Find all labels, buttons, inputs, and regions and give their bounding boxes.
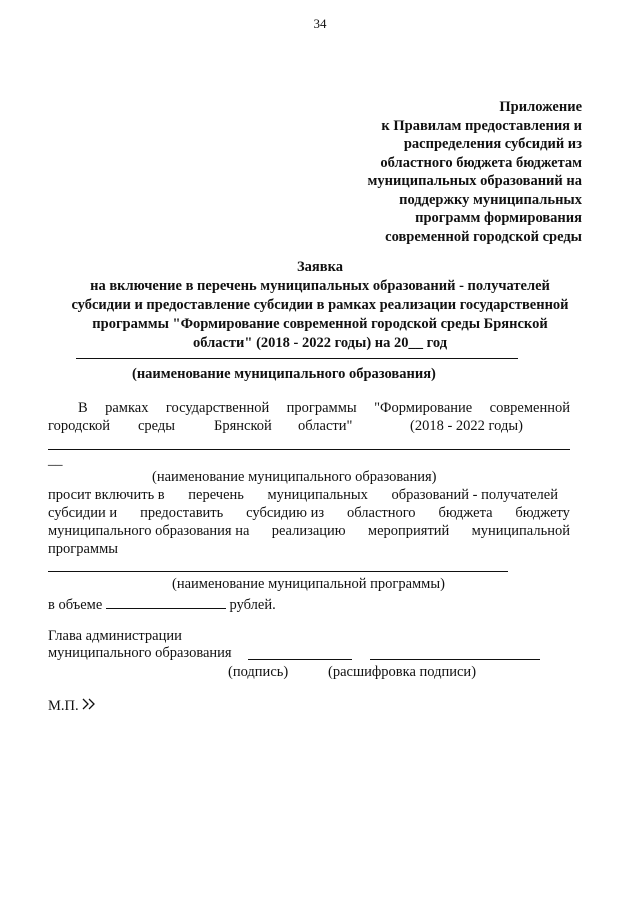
word: рамках — [105, 400, 149, 416]
scribble-mark-icon — [81, 697, 97, 711]
application-subtitle-line: субсидии и предоставление субсидии в рамках реализации государственной — [71, 297, 569, 313]
application-subtitle-line: программы "Формирование современной городской среды Брянской — [92, 316, 548, 332]
word: современной — [489, 400, 570, 416]
application-subtitle-line: на включение в перечень муниципальных образований - получателей — [90, 278, 550, 294]
request-line-3 — [48, 523, 570, 540]
word: муниципальной — [471, 523, 570, 539]
page-number: 34 — [313, 16, 327, 31]
body-line-1 — [48, 400, 570, 417]
word: области" — [298, 418, 353, 434]
word: государственной — [165, 400, 270, 416]
word: В — [78, 400, 88, 416]
signature-decode-blank[interactable] — [370, 659, 540, 660]
program-name-blank[interactable] — [48, 571, 508, 572]
word: муниципальных — [267, 487, 368, 503]
word: образований - получателей — [391, 487, 558, 503]
program-caption: (наименование муниципальной программы) — [172, 576, 445, 592]
appendix-line: современной городской среды — [385, 228, 582, 245]
decode-caption: (расшифровка подписи) — [328, 664, 477, 680]
application-subtitle-line: области" (2018 - 2022 годы) на 20__ год — [192, 335, 448, 351]
word: программы — [286, 400, 357, 416]
word: среды — [138, 418, 176, 434]
word: субсидию из — [246, 505, 325, 521]
head-title-2: муниципального образования — [48, 645, 232, 661]
volume-suffix: рублей. — [229, 597, 276, 613]
appendix-line: Приложение — [499, 99, 582, 115]
head-title-1: Глава администрации — [48, 628, 182, 644]
municipality-caption-title: (наименование муниципального образования) — [132, 366, 436, 382]
word: перечень — [188, 487, 244, 503]
appendix-line: областного бюджета бюджетам — [380, 154, 582, 171]
word: реализацию — [271, 523, 346, 539]
word: субсидии и — [48, 505, 118, 521]
word: городской — [48, 418, 111, 434]
request-line-2 — [48, 505, 570, 522]
volume-blank[interactable] — [106, 595, 226, 609]
application-title: Заявка — [297, 259, 343, 275]
request-line-1 — [48, 487, 558, 504]
appendix-line: распределения субсидий из — [403, 136, 582, 152]
seal-placeholder: М.П. — [48, 698, 79, 714]
appendix-line: поддержку муниципальных — [399, 191, 582, 208]
appendix-line: к Правилам предоставления и — [381, 117, 582, 134]
word: мероприятий — [367, 523, 450, 539]
appendix-line: программ формирования — [415, 210, 582, 226]
word: бюджету — [515, 505, 570, 521]
signature-caption: (подпись) — [228, 664, 289, 680]
word: муниципального образования на — [48, 523, 250, 539]
request-line-4: программы — [48, 541, 118, 557]
volume-prefix: в объеме — [48, 597, 103, 613]
short-dash: __ — [48, 452, 63, 468]
appendix-line: муниципальных образований на — [367, 173, 582, 189]
word: (2018 - 2022 годы) — [410, 418, 523, 434]
word: "Формирование — [374, 400, 473, 416]
word: бюджета — [438, 505, 493, 521]
application-title-block — [0, 258, 640, 353]
appendix-header — [282, 98, 582, 246]
volume-line — [48, 595, 276, 614]
municipality-caption: (наименование муниципального образования) — [152, 469, 437, 485]
word: просит включить в — [48, 487, 165, 503]
body-line-2 — [48, 418, 570, 438]
word: предоставить — [140, 505, 224, 521]
municipality-name-blank[interactable] — [76, 358, 518, 359]
word: областного — [347, 505, 416, 521]
signature-blank[interactable] — [248, 659, 352, 660]
word: Брянской — [214, 418, 272, 434]
municipality-blank-line[interactable] — [48, 449, 570, 450]
